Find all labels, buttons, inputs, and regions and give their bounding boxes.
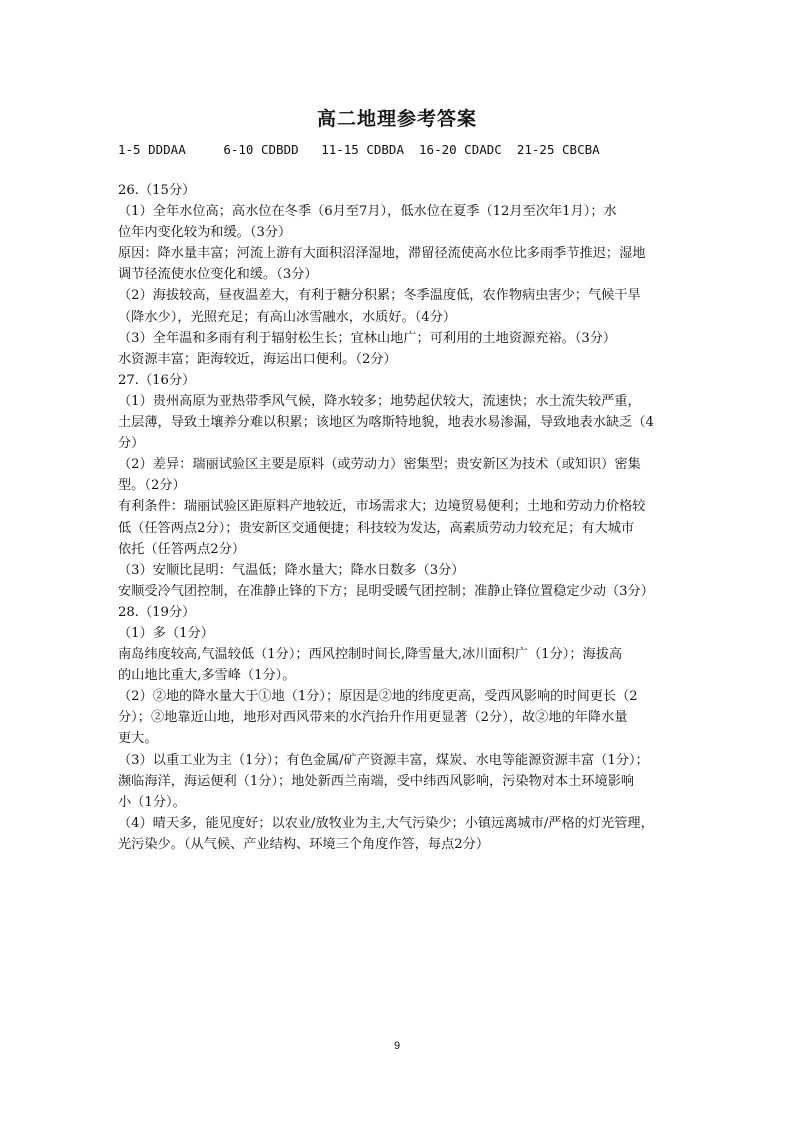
answer-line: 低（任答两点2分）；贵安新区交通便捷；科技较为发达，高素质劳动力较充足；有大城市 — [118, 520, 635, 536]
answer-line: （降水少），光照充足；有高山冰雪融水，水质好。（4分） — [118, 309, 457, 325]
answer-line: 分）；②地靠近山地，地形对西风带来的水汽抬升作用更显著（2分），故②地的年降水量 — [118, 710, 628, 726]
answer-line: （2）海拔较高，昼夜温差大，有利于糖分积累；冬季温度低，农作物病虫害少；气候干旱 — [118, 288, 641, 304]
answer-line: （1）全年水位高；高水位在冬季（6月至7月），低水位在夏季（12月至次年1月）；水 — [118, 204, 617, 220]
answer-line: 型。（2分） — [118, 478, 186, 494]
answer-body — [118, 180, 678, 855]
answer-line: 光污染少。（从气候、产业结构、环境三个角度作答，每点2分） — [118, 836, 490, 852]
answer-line: 更大。 — [118, 731, 158, 747]
answer-line: 调节径流使水位变化和缓。（3分） — [118, 267, 318, 283]
answer-line: 濒临海洋，海运便利（1分）；地处新西兰南端，受中纬西风影响，污染物对本土环境影响 — [118, 773, 635, 789]
answer-line: 27.（16分） — [118, 372, 196, 388]
answer-line: 水资源丰富；距海较近，海运出口便利。（2分） — [118, 351, 397, 367]
answer-line: （2）差异：瑞丽试验区主要是原料（或劳动力）密集型；贵安新区为技术（或知识）密集 — [118, 457, 641, 473]
answer-line: （3）全年温和多雨有利于辐射松生长；宜林山地广；可利用的土地资源充裕。（3分） — [118, 330, 617, 346]
answer-line: （3）以重工业为主（1分）；有色金属/矿产资源丰富，煤炭、水电等能源资源丰富（1分）； — [118, 752, 649, 768]
document-title: 高二地理参考答案 — [316, 108, 477, 130]
answer-line: （1）贵州高原为亚热带季风气候，降水较多；地势起伏较大，流速快；水土流失较严重， — [118, 393, 641, 409]
answer-line: （2）②地的降水量大于①地（1分）；原因是②地的纬度更高，受西风影响的时间更长（2 — [118, 689, 638, 705]
answer-line: 依托（任答两点2分） — [118, 541, 246, 557]
answer-line: （1）多（1分） — [118, 625, 214, 641]
answer-line: 土层薄，导致土壤养分难以积累；该地区为喀斯特地貌，地表水易渗漏，导致地表水缺乏（4 — [118, 415, 654, 431]
answer-line: 有利条件：瑞丽试验区距原料产地较近，市场需求大；边境贸易便利；土地和劳动力价格较 — [118, 499, 646, 515]
answer-line: 分） — [118, 436, 145, 452]
answer-line: 小（1分）。 — [118, 794, 186, 810]
answer-line: 26.（15分） — [118, 183, 196, 198]
answer-line: 南岛纬度较高,气温较低（1分）；西风控制时间长,降雪量大,冰川面积广（1分）；海拔高 — [118, 647, 623, 663]
answer-line: （3）安顺比昆明：气温低；降水量大；降水日数多（3分） — [118, 562, 465, 578]
answer-line: （4）晴天多，能见度好；以农业/放牧业为主,大气污染少；小镇远离城市/严格的灯光管理， — [118, 815, 654, 831]
multiple-choice-answers: 1-5 DDDAA 6-10 CDBDD 11-15 CDBDA 16-20 CDADC 21-25 CBCBA — [118, 142, 600, 157]
page-number: 9 — [393, 1040, 401, 1052]
answer-line: 28.（19分） — [118, 604, 196, 620]
answer-line: 位年内变化较为和缓。（3分） — [118, 225, 292, 241]
answer-line: 原因：降水量丰富；河流上游有大面积沼泽湿地，滞留径流使高水位比多雨季节推迟；湿地 — [118, 246, 646, 262]
answer-line: 的山地比重大,多雪峰（1分）。 — [118, 668, 296, 684]
answer-line: 安顺受冷气团控制，在准静止锋的下方；昆明受暖气团控制；准静止锋位置稳定少动（3分） — [118, 583, 654, 599]
